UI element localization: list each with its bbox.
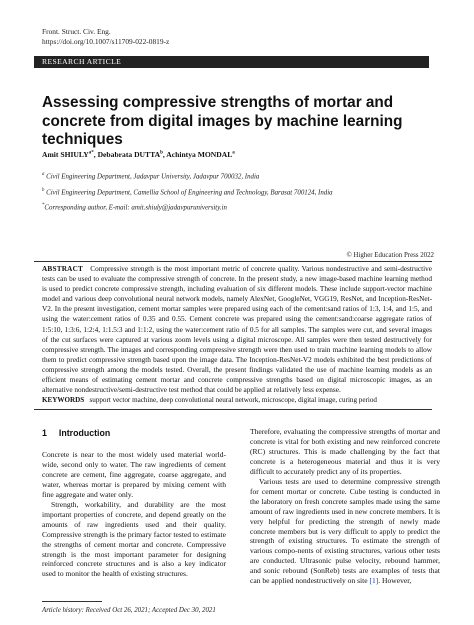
section-heading: [42, 428, 110, 438]
article-type-banner: [34, 56, 429, 68]
journal-header: [42, 27, 169, 46]
affiliation-item: [42, 199, 333, 215]
affiliation-marker: *: [42, 203, 45, 208]
affiliation-item: [42, 184, 333, 200]
affiliation-text: Civil Engineering Department, Camellia School of Engineering and Technology, Barasat 700124, India: [46, 188, 333, 196]
body-column-left: [42, 450, 226, 579]
paragraph: Strength, workability, and durability are the most important properties of concrete, and depend greatly on the amounts of raw ingredients used and their quality. Compressive strength is the primary factor tested to estimate the strengths of cement mortar and concrete. Compressive strength is the most important parameter for designing reinforced concrete structures and is also a key indicator used to monitor the health of existing structures.: [42, 499, 226, 579]
paragraph: Concrete is near to the most widely used material world-wide, second only to water. The raw ingredients of cement concrete are cement, fine aggregate, coarse aggregate, and water, whereas mortar is prepared by mixing cement with fine aggregate and water only.: [42, 450, 226, 499]
divider: [34, 261, 432, 262]
author-marker: a: [232, 150, 235, 156]
author-marker: a*: [88, 150, 94, 156]
paragraph: [250, 477, 440, 586]
affiliations: [42, 168, 333, 215]
paper-title: Assessing compressive strengths of mortar and concrete from digital images by machine learning techniques: [42, 94, 403, 148]
section-number: 1: [42, 428, 47, 438]
abstract: [42, 264, 432, 395]
section-title: Introduction: [58, 428, 111, 438]
keywords-label: KEYWORDS: [42, 396, 85, 404]
author-name: Achintya MONDAL: [166, 150, 233, 159]
author-name: Amit SHIULY: [42, 150, 89, 159]
corresponding-author-text: Corresponding author, E-mail: amit.shiuly@jadavpuruniversity.in: [44, 204, 227, 212]
affiliation-marker: a: [42, 172, 45, 177]
journal-name: Front. Struct. Civ. Eng.: [42, 27, 111, 36]
abstract-label: ABSTRACT: [42, 265, 84, 273]
author-separator: ,: [162, 150, 167, 159]
abstract-text: Compressive strength is the most important metric of concrete quality. Various nondestructive and semi-destructive tests can be used to evaluate the compressive strength of concrete. In the present study, a new image-based machine learning method is used to predict concrete compressive strength, including evaluation of six different models. These include support-vector machine model and various deep convolutional neural network models, namely AlexNet, GoogleNet, VGG19, ResNet, and Inception-ResNet-V2. In the present investigation, cement mortar samples were prepared using each of the cement:sand ratios of 1:3, 1:4, and 1:5, and using the water:cement ratios of 0.35 and 0.55. Cement concrete was prepared using the cement:sand:coarse aggregate ratios of 1:5:10, 1:3:6, 1:2:4, 1:1.5:3 and 1:1:2, using the water:cement ratio of 0.5 for all samples. The samples were cut, and several images of the cut surfaces were captured at various zoom levels using a digital microscope. All samples were then tested destructively for compressive strength. The images and corresponding compressive strength were then used to train machine learning models to allow them to predict compressive strength based upon the image data. The Inception-ResNet-V2 models exhibited the best predictions of compressive strength among the models tested. Overall, the present findings validated the use of machine learning models as an efficient means of estimating cement mortar and concrete compressive strengths based on digital microscopic images, as an alternative nondestructive/semi-destructive test method that could be applied at relatively less expense.: [42, 265, 432, 395]
paragraph-text: . However,: [378, 576, 412, 586]
article-history: Article history: Received Oct 26, 2021; Accepted Dec 30, 2021: [42, 607, 216, 614]
author-name: Debabrata DUTTA: [97, 150, 161, 159]
paragraph: Therefore, evaluating the compressive strengths of mortar and concrete is vital for both existing and new reinforced concrete (RC) structures. This is made challenging by the fact that concrete is a heterogeneous material and thus it is very difficult to accurately predict any of its properties.: [250, 427, 440, 476]
body-column-right: [250, 427, 440, 586]
footnote-divider: [42, 601, 102, 602]
article-type-label: RESEARCH ARTICLE: [42, 57, 122, 66]
keywords: [42, 396, 432, 404]
keywords-text: support vector machine, deep convolutional neural network, microscope, digital image, curing period: [89, 396, 377, 404]
doi-link[interactable]: https://doi.org/10.1007/s11709-022-0819-z: [42, 36, 170, 46]
paragraph-text: Various tests are used to determine compressive strength for cement mortar or concrete. Cube testing is conducted in the laboratory on fresh concrete samples made using the same amount of raw ingredients used in new concrete members. It is very helpful for predicting the strength of newly made concrete members but is very difficult to apply to predict the strength of existing structures. To estimate the strength of various compo-nents of existing structures, various other tests are conducted. Ultrasonic pulse velocity, rebound hammer, and sonic rebound (SonReb) tests are examples of tests that can be applied nondestructively on site: [250, 476, 440, 586]
affiliation-marker: b: [42, 187, 45, 193]
citation-link[interactable]: [1]: [369, 576, 379, 586]
affiliation-item: [42, 168, 333, 184]
divider: [34, 409, 432, 410]
affiliation-text: Civil Engineering Department, Jadavpur University, Jadavpur 700032, India: [46, 173, 260, 181]
author-marker: b: [160, 150, 163, 156]
copyright-notice: © Higher Education Press 2022: [346, 252, 434, 259]
author-list: [42, 150, 235, 159]
author-separator: ,: [93, 150, 98, 159]
